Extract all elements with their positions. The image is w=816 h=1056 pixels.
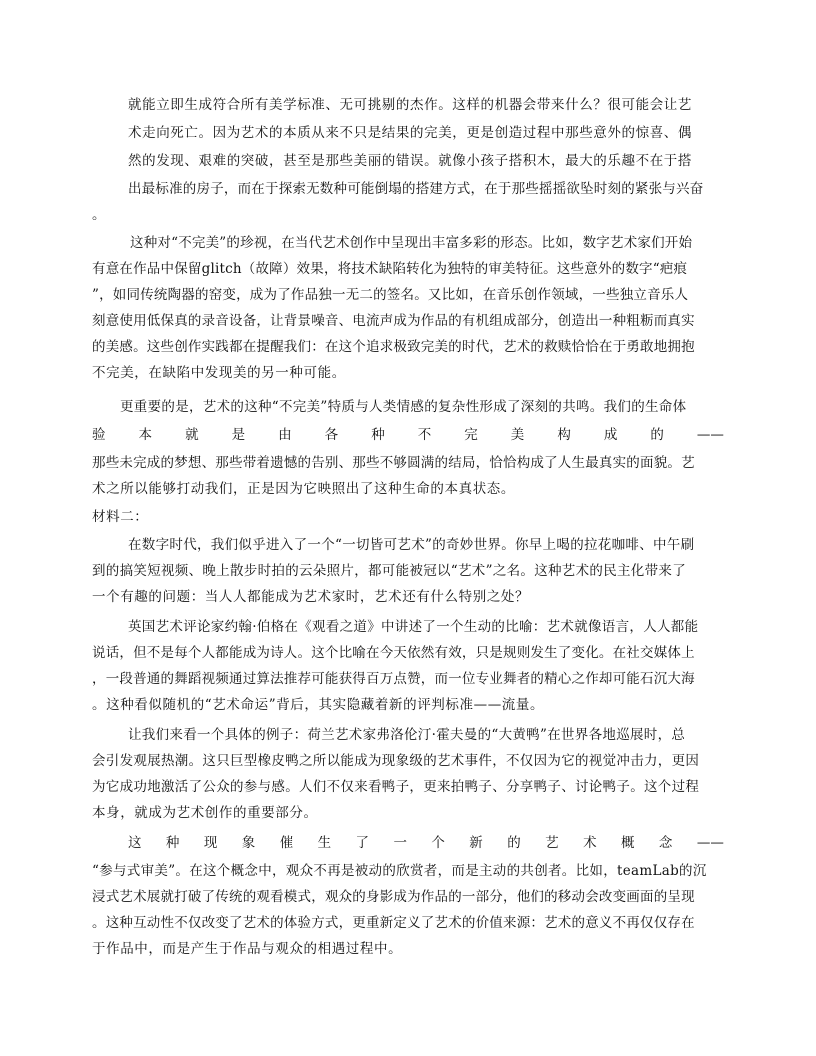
justified-char: 新 <box>469 835 483 851</box>
paragraph-7-line-5: 于作品中，而是产生于作品与观众的相遇过程中。 <box>92 941 403 957</box>
justified-char: 不 <box>417 427 432 443</box>
justified-char: 是 <box>231 427 246 443</box>
paragraph-3-line-2-justified <box>92 426 724 444</box>
justified-char: —— <box>696 427 724 443</box>
paragraph-2-line-1: 这种对“不完美”的珍视，在当代艺术创作中呈现出丰富多彩的形态。比如，数字艺术家们开始 <box>130 235 693 251</box>
paragraph-3-line-1: 更重要的是，艺术的这种“不完美”特质与人类情感的复杂性形成了深刻的共鸣。我们的生命体 <box>120 399 687 415</box>
paragraph-2-line-5: 的美感。这些创作实践都在提醒我们：在这个追求极致完美的时代，艺术的救赎恰恰在于勇敢地拥抱 <box>92 339 695 355</box>
paragraph-2-line-3: ”，如同传统陶器的窑变，成为了作品独一无二的签名。又比如，在音乐创作领域，一些独立音乐人 <box>92 287 689 303</box>
justified-char: 由 <box>278 427 292 443</box>
paragraph-7-line-3: 浸式艺术展就打破了传统的观看模式，观众的身影成为作品的一部分，他们的移动会改变画面的呈现 <box>92 889 695 905</box>
paragraph-7-line-1-justified <box>128 834 724 852</box>
paragraph-4-line-2: 到的搞笑短视频、晚上散步时拍的云朵照片，都可能被冠以“艺术”之名。这种艺术的民主化带来了 <box>92 563 687 579</box>
paragraph-7-line-2: “参与式审美”。在这个概念中，观众不再是被动的欣赏者，而是主动的共创者。比如，teamLab的沉 <box>92 863 707 879</box>
justified-char: 本 <box>138 427 153 443</box>
justified-char: 种 <box>165 835 180 851</box>
paragraph-1-line-3: 然的发现、艰难的突破，甚至是那些美丽的错误。就像小孩子搭积木，最大的乐趣不在于搭 <box>128 153 692 169</box>
justified-char: 的 <box>650 427 664 443</box>
justified-char: 成 <box>603 427 618 443</box>
paragraph-3-line-3: 那些未完成的梦想、那些带着遗憾的告别、那些不够圆满的结局，恰恰构成了人生最真实的面貌。艺 <box>92 455 695 471</box>
justified-char: 这 <box>128 835 142 851</box>
justified-char: 个 <box>431 835 445 851</box>
paragraph-1-line-1: 就能立即生成符合所有美学标准、无可挑剔的杰作。这样的机器会带来什么？很可能会让艺 <box>128 97 692 113</box>
justified-char: 就 <box>185 427 199 443</box>
justified-char: 了 <box>355 835 370 851</box>
paragraph-5-line-3: ，一段普通的舞蹈视频通过算法推荐可能获得百万点赞，而一位专业舞者的精心之作却可能石沉大海 <box>92 671 695 687</box>
justified-char: 念 <box>658 835 673 851</box>
paragraph-1-line-5: 。 <box>92 207 107 223</box>
justified-char: 验 <box>92 427 106 443</box>
justified-char: 概 <box>620 835 635 851</box>
justified-char: 现 <box>203 835 218 851</box>
paragraph-4-line-3: 一个有趣的问题：当人人都能成为艺术家时，艺术还有什么特别之处？ <box>92 589 530 605</box>
justified-char: 生 <box>317 835 332 851</box>
justified-char: 种 <box>371 427 385 443</box>
justified-char: 美 <box>510 427 525 443</box>
paragraph-5-line-4: 。这种看似随机的“艺术命运”背后，其实隐藏着新的评判标准——流量。 <box>92 697 545 713</box>
paragraph-3-line-4: 术之所以能够打动我们，正是因为它映照出了这种生命的本真状态。 <box>92 481 515 497</box>
paragraph-5-line-2: 说话，但不是每个人都能成为诗人。这个比喻在今天依然有效，只是规则发生了变化。在社交媒体上 <box>92 645 695 661</box>
justified-char: 的 <box>507 835 521 851</box>
justified-char: 催 <box>279 835 294 851</box>
paragraph-5-line-1: 英国艺术评论家约翰·伯格在《观看之道》中讲述了一个生动的比喻：艺术就像语言，人人都能 <box>128 619 699 635</box>
justified-char: 各 <box>324 427 339 443</box>
paragraph-1-line-2: 术走向死亡。因为艺术的本质从来不只是结果的完美，更是创造过程中那些意外的惊喜、偶 <box>128 125 692 141</box>
justified-char: 艺 <box>545 835 559 851</box>
justified-char: 构 <box>557 427 571 443</box>
section-heading-material-2: 材料二： <box>92 509 149 525</box>
paragraph-2-line-6: 不完美，在缺陷中发现美的另一种可能。 <box>92 365 346 381</box>
justified-char: —— <box>696 835 724 851</box>
justified-char: 象 <box>241 835 256 851</box>
paragraph-6-line-2: 会引发观展热潮。这只巨型橡皮鸭之所以能成为现象级的艺术事件，不仅因为它的视觉冲击力，更因 <box>92 753 700 769</box>
paragraph-7-line-4: 。这种互动性不仅改变了艺术的体验方式，更重新定义了艺术的价值来源：艺术的意义不再仅仅存在 <box>92 915 695 931</box>
paragraph-1-line-4: 出最标准的房子，而在于探索无数种可能倒塌的搭建方式，在于那些摇摇欲坠时刻的紧张与兴奋 <box>128 181 704 197</box>
paragraph-2-line-4: 刻意使用低保真的录音设备，让背景噪音、电流声成为作品的有机组成部分，创造出一种粗粝而真实 <box>92 313 695 329</box>
justified-char: 一 <box>393 835 407 851</box>
paragraph-6-line-1: 让我们来看一个具体的例子：荷兰艺术家弗洛伦汀·霍夫曼的“大黄鸭”在世界各地巡展时，总 <box>128 727 686 743</box>
paragraph-4-line-1: 在数字时代，我们似乎进入了一个“一切皆可艺术”的奇妙世界。你早上喝的拉花咖啡、中午刷 <box>128 537 695 553</box>
paragraph-6-line-3: 为它成功地激活了公众的参与感。人们不仅来看鸭子，更来拍鸭子、分享鸭子、讨论鸭子。这个过程 <box>92 779 700 795</box>
justified-char: 完 <box>464 427 478 443</box>
paragraph-6-line-4: 本身，就成为艺术创作的重要部分。 <box>92 805 318 821</box>
paragraph-2-line-2: 有意在作品中保留glitch（故障）效果，将技术缺陷转化为独特的审美特征。这些意外的数字“疤痕 <box>92 261 688 277</box>
justified-char: 术 <box>583 835 597 851</box>
